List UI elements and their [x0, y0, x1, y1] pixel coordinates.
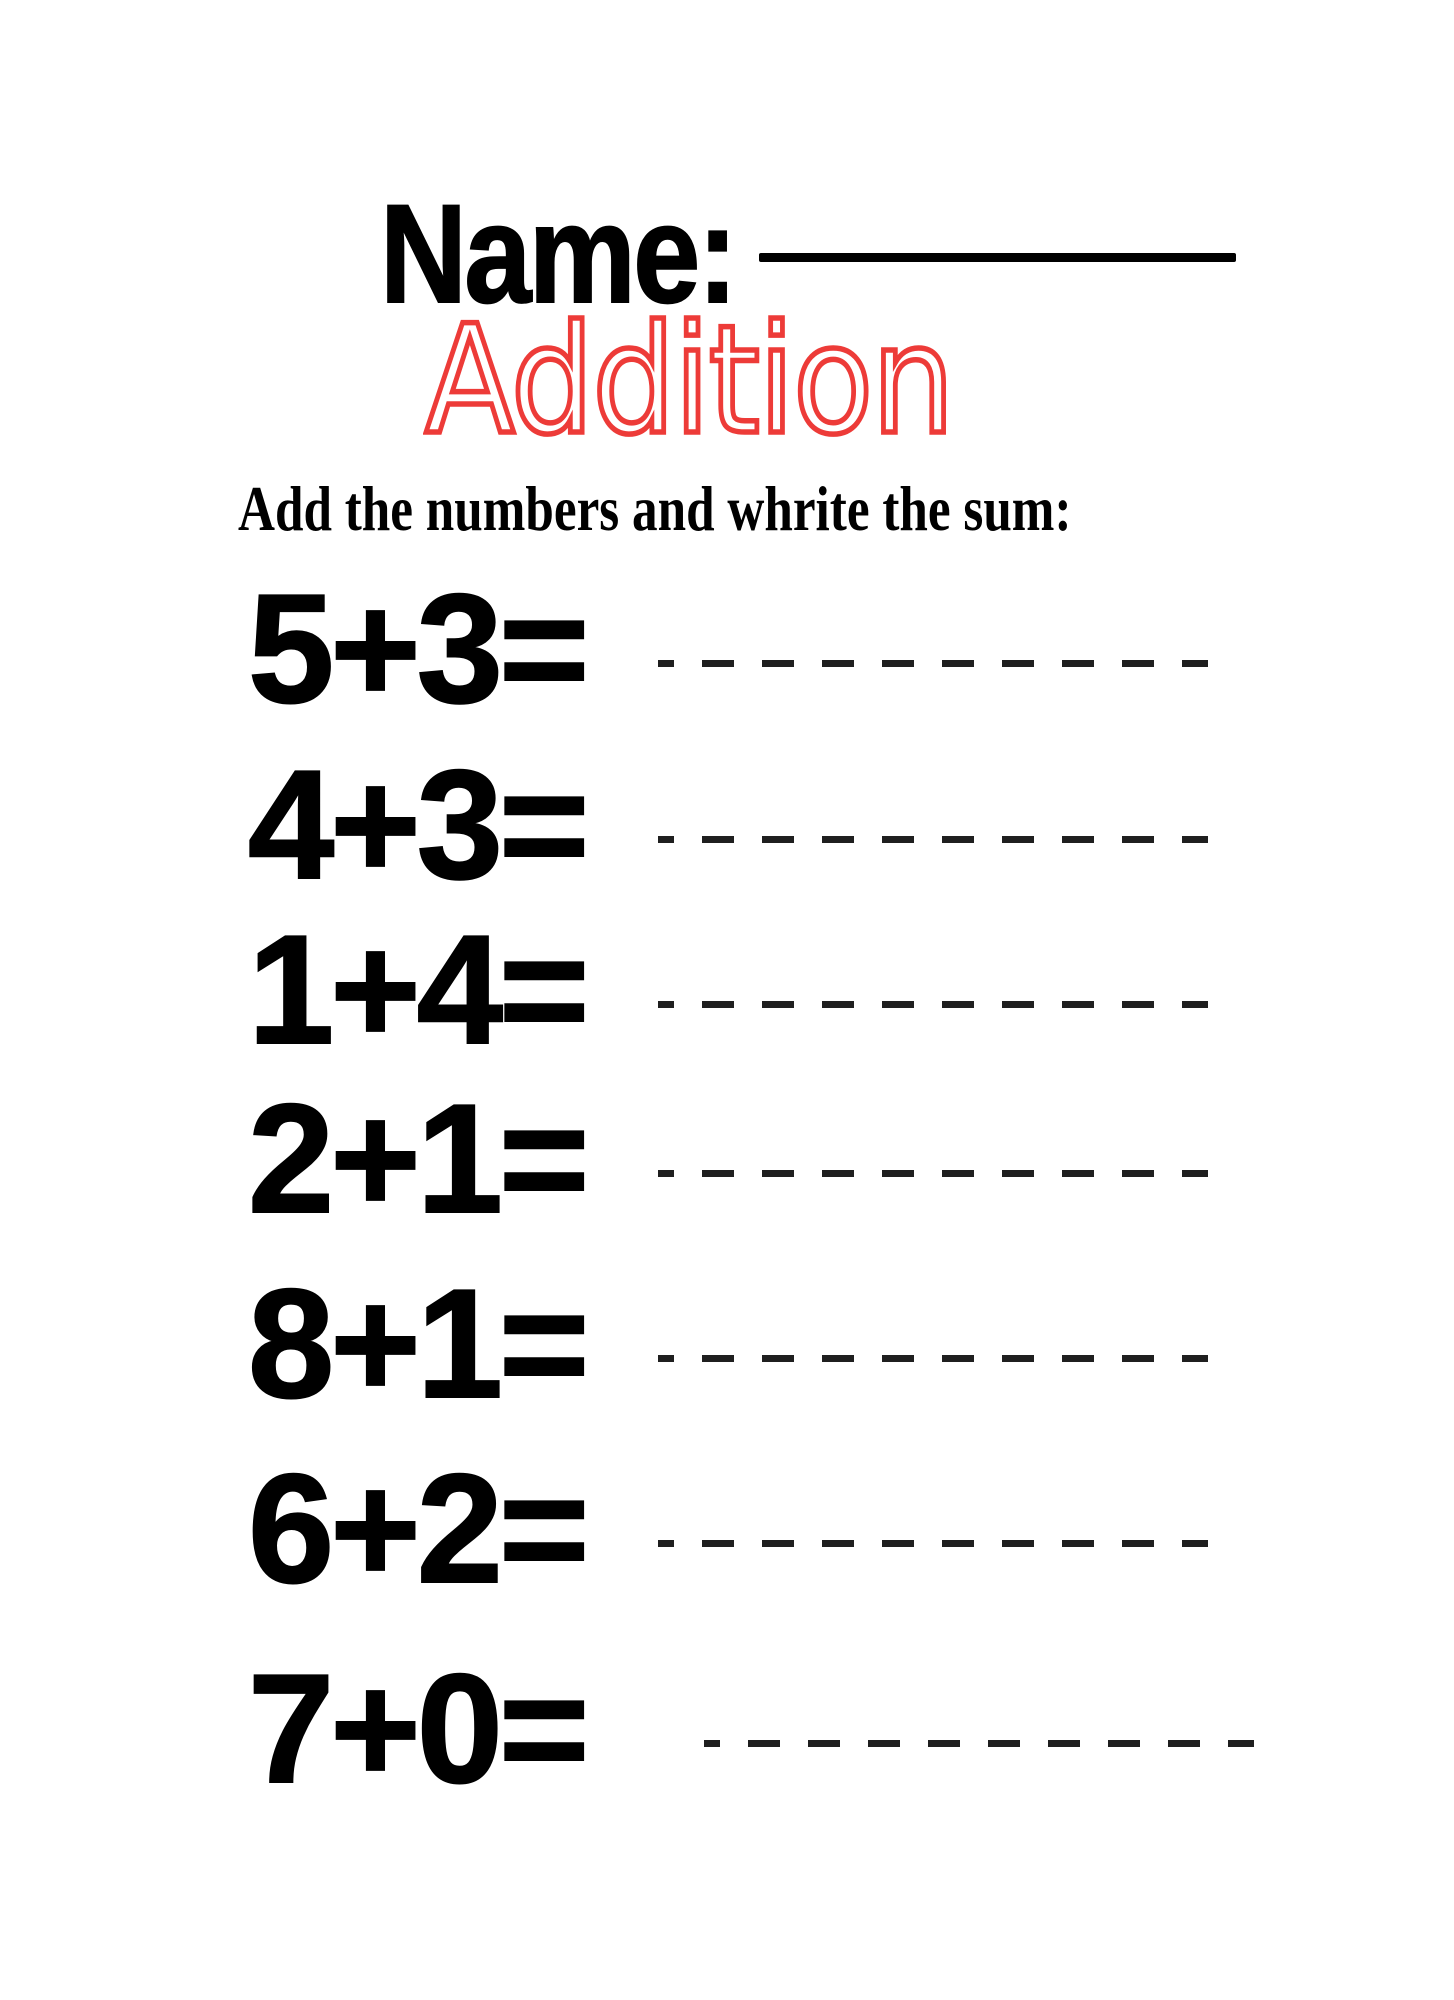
answer-blank-line	[658, 1001, 1208, 1008]
answer-blank-line	[658, 836, 1208, 843]
answer-blank-line	[704, 1740, 1254, 1747]
problem-expression: 2+1=	[248, 1072, 586, 1245]
answer-blank-line	[658, 660, 1208, 667]
problem-row	[248, 1072, 1308, 1245]
problems-list	[248, 562, 1308, 1815]
problem-row	[248, 1642, 1308, 1815]
problem-expression: 8+1=	[248, 1257, 586, 1430]
problem-expression: 6+2=	[248, 1442, 586, 1615]
name-label: Name:	[380, 175, 736, 332]
problem-row	[248, 1442, 1308, 1615]
problem-expression: 5+3=	[248, 562, 586, 735]
problem-row	[248, 1257, 1308, 1430]
problem-expression: 4+3=	[248, 738, 586, 911]
problem-expression: 7+0=	[248, 1642, 586, 1815]
answer-blank-line	[658, 1355, 1208, 1362]
answer-blank-line	[658, 1170, 1208, 1177]
problem-expression: 1+4=	[248, 903, 586, 1076]
instruction-text: Add the numbers and whrite the sum:	[238, 473, 1072, 544]
problem-row	[248, 903, 1308, 1076]
worksheet-title: Addition	[425, 294, 953, 468]
name-blank-line	[759, 253, 1236, 262]
problem-row	[248, 738, 1308, 911]
problem-row	[248, 562, 1308, 735]
answer-blank-line	[658, 1540, 1208, 1547]
